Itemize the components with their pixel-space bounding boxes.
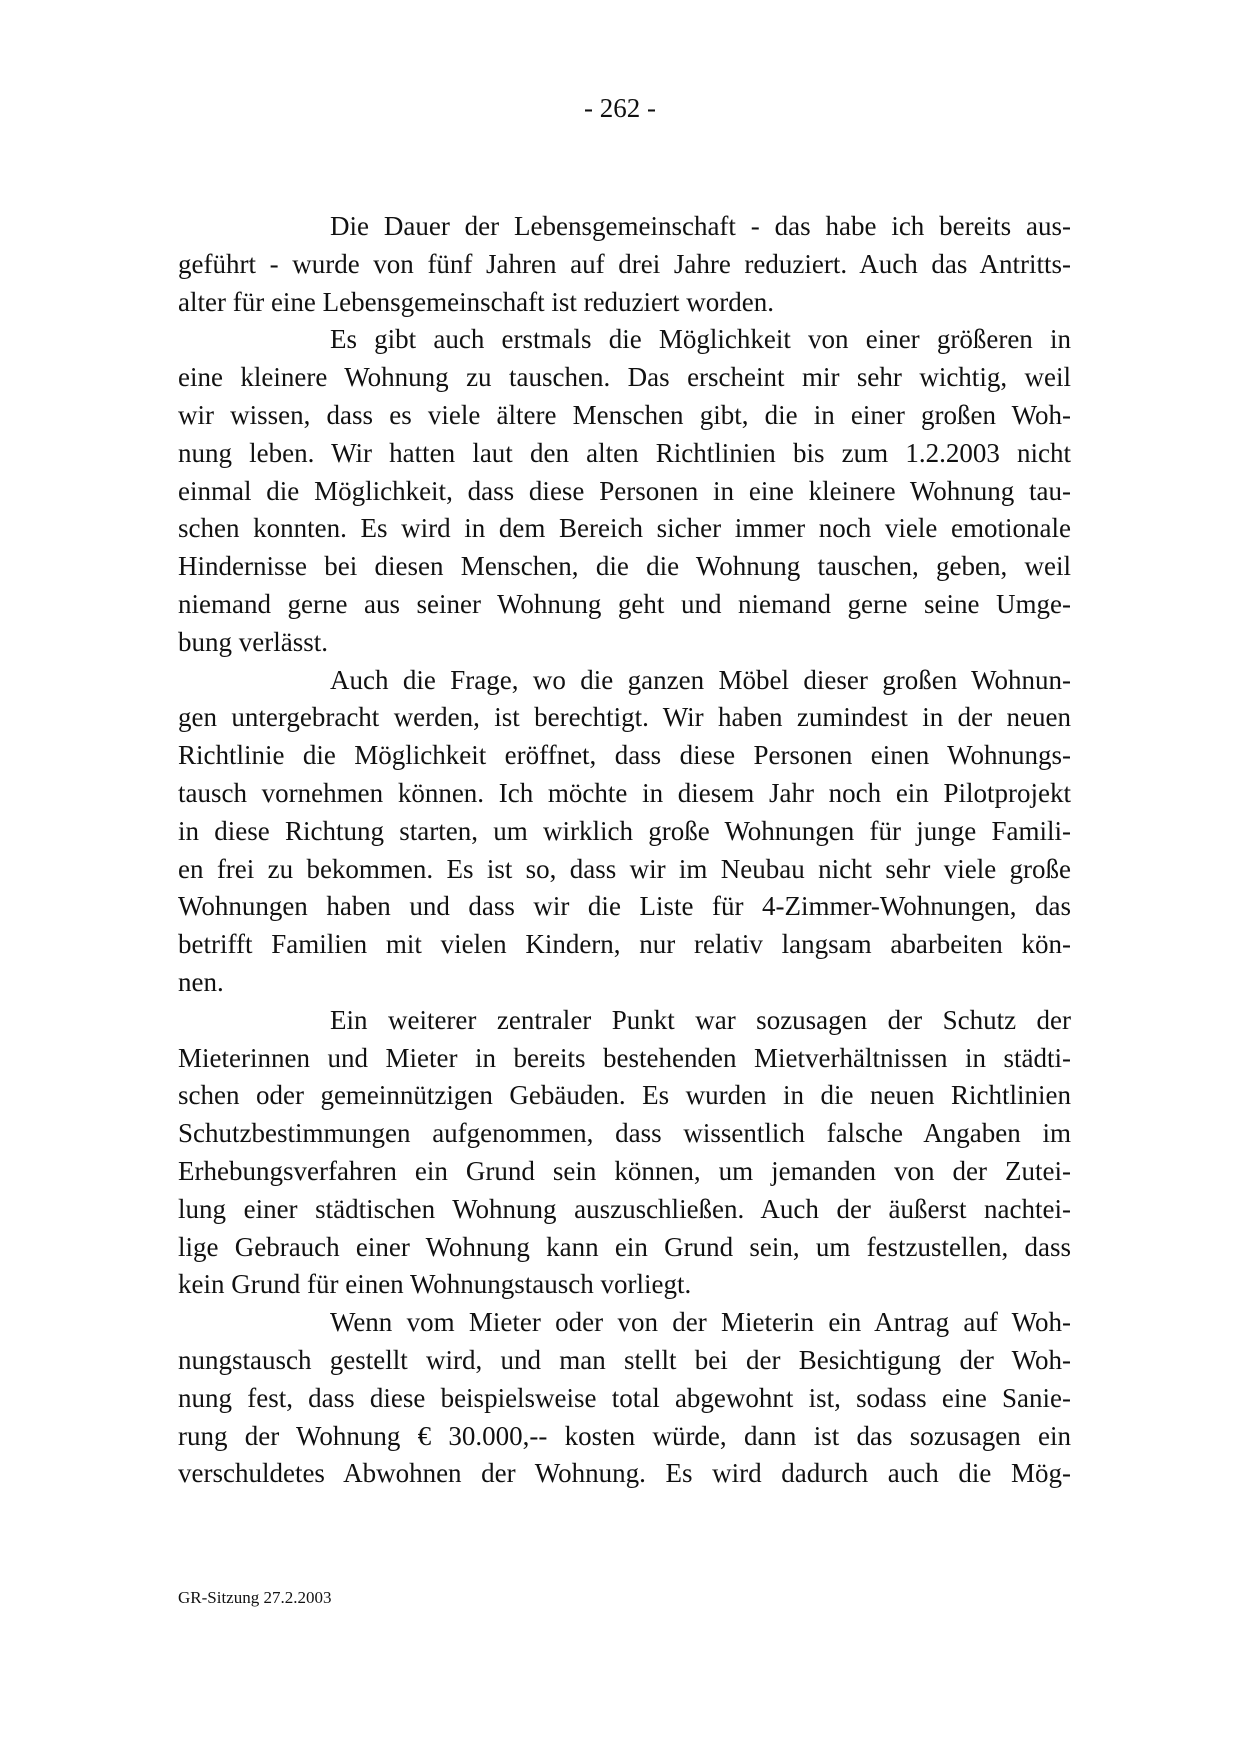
paragraph bbox=[178, 1002, 1071, 1304]
text-line: Die Dauer der Lebensgemeinschaft - das habe ich bereits aus- bbox=[330, 211, 1071, 241]
paragraph bbox=[178, 1304, 1071, 1493]
text-line: Auch die Frage, wo die ganzen Möbel dieser großen Wohnun- bbox=[330, 664, 1071, 695]
text-line: kein Grund für einen Wohnungstausch vorliegt. bbox=[178, 1269, 692, 1300]
text-line: Richtlinie die Möglichkeit eröffnet, dass diese Personen einen Wohnungs- bbox=[178, 740, 1071, 771]
text-line: in diese Richtung starten, um wirklich große Wohnungen für junge Famili- bbox=[178, 815, 1071, 846]
text-line: eine kleinere Wohnung zu tauschen. Das erscheint mir sehr wichtig, weil bbox=[178, 362, 1071, 393]
text-line: Es gibt auch erstmals die Möglichkeit von einer größeren in bbox=[330, 324, 1071, 355]
text-line: Hindernisse bei diesen Menschen, die die Wohnung tauschen, geben, weil bbox=[178, 551, 1071, 582]
text-line: verschuldetes Abwohnen der Wohnung. Es wird dadurch auch die Mög- bbox=[178, 1458, 1071, 1489]
paragraph bbox=[178, 208, 1071, 321]
text-line: nung leben. Wir hatten laut den alten Richtlinien bis zum 1.2.2003 nicht bbox=[178, 437, 1071, 468]
text-line: geführt - wurde von fünf Jahren auf drei Jahre reduziert. Auch das Antritts- bbox=[178, 248, 1071, 279]
text-line: wir wissen, dass es viele ältere Menschen gibt, die in einer großen Woh- bbox=[178, 399, 1071, 430]
text-line: Erhebungsverfahren ein Grund sein können, um jemanden von der Zutei- bbox=[178, 1155, 1071, 1186]
text-line: bung verlässt. bbox=[178, 626, 328, 657]
text-line: Wohnungen haben und dass wir die Liste für 4-Zimmer-Wohnungen, das bbox=[178, 891, 1071, 922]
text-line: alter für eine Lebensgemeinschaft ist reduziert worden. bbox=[178, 286, 774, 317]
text-line: lung einer städtischen Wohnung auszuschließen. Auch der äußerst nachtei- bbox=[178, 1193, 1071, 1224]
text-line: nen. bbox=[178, 966, 224, 997]
text-line: nung fest, dass diese beispielsweise total abgewohnt ist, sodass eine Sanie- bbox=[178, 1382, 1071, 1413]
text-line: rung der Wohnung € 30.000,-- kosten würde, dann ist das sozusagen ein bbox=[178, 1420, 1071, 1451]
text-line: schen oder gemeinnützigen Gebäuden. Es wurden in die neuen Richtlinien bbox=[178, 1080, 1071, 1111]
text-line: Mieterinnen und Mieter in bereits bestehenden Mietverhältnissen in städti- bbox=[178, 1042, 1071, 1073]
text-line: einmal die Möglichkeit, dass diese Personen in eine kleinere Wohnung tau- bbox=[178, 475, 1071, 506]
page-number: - 262 - bbox=[584, 93, 656, 123]
text-line: en frei zu bekommen. Es ist so, dass wir im Neubau nicht sehr viele große bbox=[178, 853, 1071, 884]
page-footer: GR-Sitzung 27.2.2003 bbox=[178, 1588, 332, 1607]
text-line: gen untergebracht werden, ist berechtigt. Wir haben zumindest in der neuen bbox=[178, 702, 1071, 733]
text-line: Wenn vom Mieter oder von der Mieterin ein Antrag auf Woh- bbox=[330, 1307, 1071, 1338]
paragraph bbox=[178, 662, 1071, 1002]
text-line: Schutzbestimmungen aufgenommen, dass wissentlich falsche Angaben im bbox=[178, 1118, 1071, 1149]
text-line: betrifft Familien mit vielen Kindern, nur relativ langsam abarbeiten kön- bbox=[178, 929, 1071, 960]
text-line: schen konnten. Es wird in dem Bereich sicher immer noch viele emotionale bbox=[178, 513, 1071, 544]
body-text bbox=[178, 208, 1071, 1493]
paragraph bbox=[178, 321, 1071, 661]
text-line: tausch vornehmen können. Ich möchte in diesem Jahr noch ein Pilotprojekt bbox=[178, 777, 1071, 808]
text-line: lige Gebrauch einer Wohnung kann ein Grund sein, um festzustellen, dass bbox=[178, 1231, 1071, 1262]
text-line: Ein weiterer zentraler Punkt war sozusagen der Schutz der bbox=[330, 1004, 1071, 1035]
text-line: niemand gerne aus seiner Wohnung geht und niemand gerne seine Umge- bbox=[178, 588, 1071, 619]
text-line: nungstausch gestellt wird, und man stellt bei der Besichtigung der Woh- bbox=[178, 1344, 1071, 1375]
